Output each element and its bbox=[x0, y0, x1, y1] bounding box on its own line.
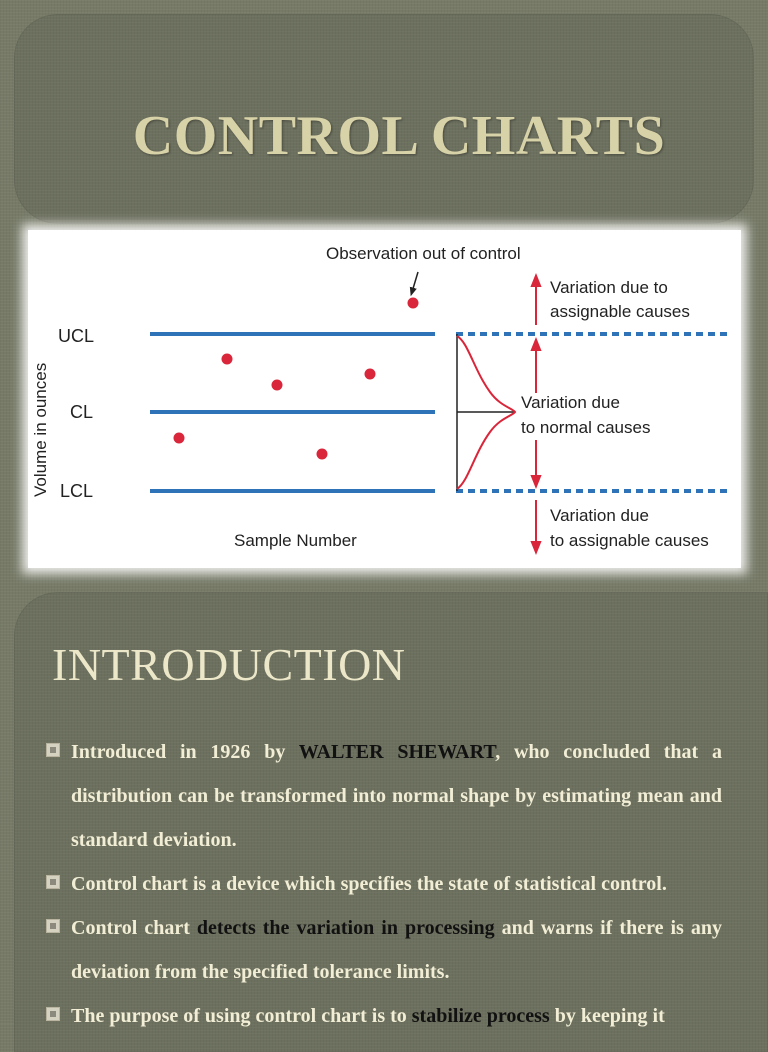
variation-middle-line2: to normal causes bbox=[521, 418, 651, 437]
variation-middle-line1: Variation due bbox=[521, 393, 620, 412]
lcl-label: LCL bbox=[60, 481, 94, 501]
bullet-icon bbox=[46, 743, 60, 757]
observation-point bbox=[365, 369, 376, 380]
y-axis-label: Volume in ounces bbox=[31, 362, 50, 497]
bullet-text: by keeping it bbox=[549, 1005, 665, 1027]
observation-point bbox=[317, 449, 328, 460]
observation-point bbox=[174, 433, 185, 444]
annotation-label: Observation out of control bbox=[326, 244, 521, 263]
cl-label: CL bbox=[70, 402, 94, 422]
bullet-item bbox=[46, 730, 722, 862]
highlighted-text: stabilize process bbox=[411, 1005, 550, 1027]
bullet-text: , who concluded that a distribution can be transformed into normal shape by estimating mean and standard deviation. bbox=[71, 741, 722, 851]
highlighted-text: detects the variation in processing bbox=[196, 917, 495, 939]
bullet-text: Introduced in 1926 by bbox=[71, 741, 299, 763]
bullet-item bbox=[46, 994, 722, 1038]
ucl-label: UCL bbox=[58, 326, 95, 346]
bullet-icon bbox=[46, 875, 60, 889]
bullet-text: Control chart is a device which specifies the state of statistical control. bbox=[71, 873, 667, 895]
control-chart-figure bbox=[28, 230, 741, 568]
variation-top-line1: Variation due to bbox=[550, 278, 668, 297]
bullet-icon bbox=[46, 919, 60, 933]
variation-top-line2: assignable causes bbox=[550, 302, 690, 321]
highlighted-text: WALTER SHEWART bbox=[298, 741, 496, 763]
observation-point bbox=[272, 380, 283, 391]
bullet-icon bbox=[46, 1007, 60, 1021]
bullet-list bbox=[46, 730, 722, 1038]
control-chart-svg bbox=[28, 230, 741, 568]
variation-bottom-line2: to assignable causes bbox=[550, 531, 709, 550]
observation-point bbox=[222, 354, 233, 365]
bullet-text: The purpose of using control chart is to bbox=[71, 1005, 412, 1027]
bullet-item bbox=[46, 862, 722, 906]
x-axis-label: Sample Number bbox=[234, 531, 357, 550]
introduction-heading: INTRODUCTION bbox=[52, 639, 406, 690]
variation-bottom-line1: Variation due bbox=[550, 506, 649, 525]
bullet-text: Control chart bbox=[71, 917, 197, 939]
annotation-arrow bbox=[412, 272, 418, 292]
observation-point-out-of-control bbox=[408, 298, 419, 309]
bullet-item bbox=[46, 906, 722, 994]
bullet-text: and warns if there is any deviation from the specified tolerance limits. bbox=[71, 917, 722, 983]
slide-title: CONTROL CHARTS bbox=[132, 105, 666, 167]
